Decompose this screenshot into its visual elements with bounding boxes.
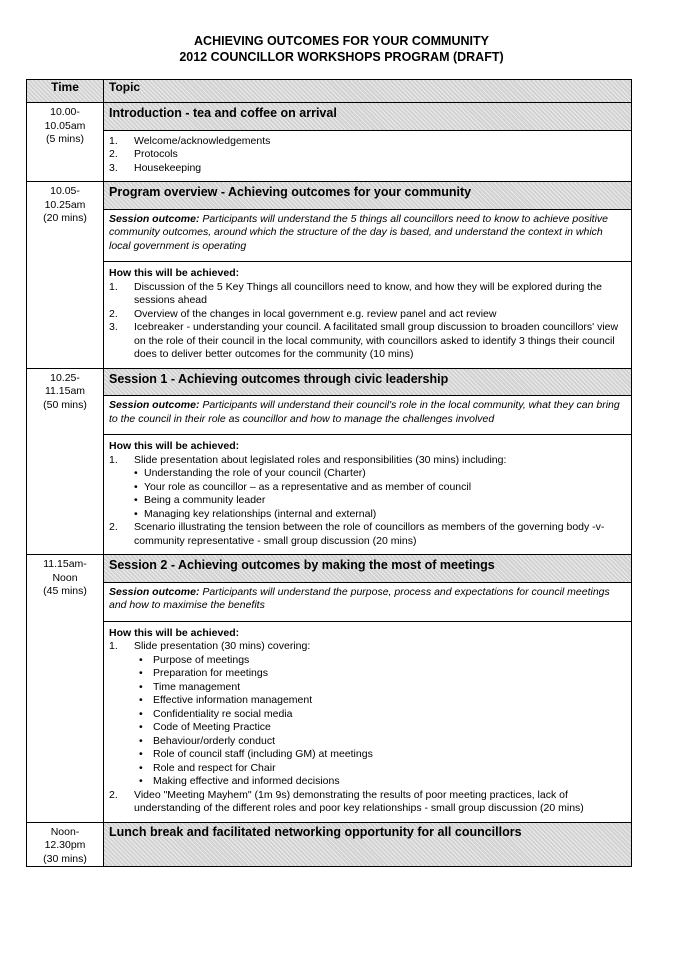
bullet-list	[134, 467, 621, 521]
time-line: (45 mins)	[43, 585, 87, 597]
bullet-item: • Being a community leader	[134, 494, 621, 508]
session-outcome-label: Session outcome:	[109, 212, 200, 225]
item-text: Protocols	[134, 148, 178, 160]
item-number: 2.	[109, 307, 118, 320]
time-line: 10.25-	[50, 371, 80, 384]
time-line: 12.30pm	[44, 839, 86, 851]
time-line: 11.15am-	[43, 558, 87, 570]
session-heading: Program overview - Achieving outcomes for your community	[104, 182, 632, 210]
time-cell	[27, 103, 104, 182]
bullet-item: • Purpose of meetings	[137, 654, 621, 668]
list-item	[109, 308, 621, 322]
item-text: Discussion of the 5 Key Things all councillors need to know, and how they will be explored during the sessions ahead	[134, 280, 602, 306]
item-number: 1.	[109, 134, 118, 147]
list-item	[109, 521, 621, 548]
item-number: 1.	[109, 453, 118, 466]
time-line: (20 mins)	[43, 212, 87, 224]
numbered-list	[109, 135, 625, 176]
table-row	[27, 262, 632, 369]
item-number: 1.	[109, 280, 118, 293]
bullet-item: • Code of Meeting Practice	[137, 721, 621, 735]
item-text: Welcome/acknowledgements	[134, 134, 271, 147]
session-outcome-text: Participants will understand the 5 things all councillors need to know to achieve positive community outcomes, around which the structure of the day is based, and understand the context in which local government is operating	[109, 212, 609, 252]
how-achieved	[104, 435, 632, 555]
table-row	[27, 130, 632, 182]
item-text: Housekeeping	[134, 161, 202, 174]
time-cell	[27, 822, 104, 867]
program-table	[26, 79, 632, 867]
table-row	[27, 435, 632, 555]
time-line: (5 mins)	[46, 133, 84, 145]
time-cell	[27, 555, 104, 823]
list-item	[109, 454, 621, 522]
table-header-row	[27, 80, 632, 103]
time-line: 10.05-	[50, 185, 80, 197]
item-number: 2.	[109, 788, 118, 801]
time-cell	[27, 368, 104, 555]
session-heading: Introduction - tea and coffee on arrival	[104, 103, 632, 131]
agenda-items	[104, 130, 632, 182]
table-row	[27, 582, 632, 621]
bullet-item: • Your role as councillor – as a representative and as member of council	[134, 481, 621, 495]
item-text: Overview of the changes in local government e.g. review panel and act review	[134, 307, 497, 320]
time-line: (30 mins)	[43, 852, 87, 865]
item-text: Slide presentation (30 mins) covering:	[134, 640, 311, 652]
how-achieved	[104, 262, 632, 369]
time-line: 10.25am	[44, 198, 86, 211]
session-outcome	[104, 582, 632, 621]
time-line: Noon-	[50, 825, 80, 838]
session-heading: Session 2 - Achieving outcomes by making the most of meetings	[104, 555, 632, 583]
bullet-item: • Role and respect for Chair	[137, 762, 621, 776]
time-line: Noon	[52, 571, 78, 584]
table-row	[27, 103, 632, 131]
document-title: ACHIEVING OUTCOMES FOR YOUR COMMUNITY	[194, 34, 489, 48]
time-column-header: Time	[27, 80, 104, 103]
bullet-item: • Behaviour/orderly conduct	[137, 735, 621, 749]
bullet-item: • Understanding the role of your council (Charter)	[134, 467, 621, 481]
session-heading: Session 1 - Achieving outcomes through civic leadership	[104, 368, 632, 396]
table-row	[27, 555, 632, 583]
bullet-item: • Role of council staff (including GM) at meetings	[137, 748, 621, 762]
topic-column-header: Topic	[104, 80, 632, 103]
bullet-list	[137, 654, 621, 789]
session-outcome-label: Session outcome:	[109, 585, 200, 598]
list-item	[109, 640, 621, 789]
item-text: Video "Meeting Mayhem" (1m 9s) demonstrating the results of poor meeting practices, lack of understanding of the different roles and poor key relationships - small group discussion (20 mins)	[134, 788, 584, 814]
session-outcome-label: Session outcome:	[109, 399, 200, 411]
item-text: Icebreaker - understanding your council. A facilitated small group discussion to broaden councillors' view on the role of their council in the local community, with councillors asked to identify 3 things their council does to deliver better outcomes for the community (10 mins)	[134, 321, 619, 360]
session-outcome	[104, 209, 632, 262]
bullet-item: • Preparation for meetings	[137, 667, 621, 681]
bullet-item: • Managing key relationships (internal and external)	[134, 508, 621, 522]
session-outcome-text: Participants will understand their council's role in the local community, what they can bring to the council in their role as councillor and how to manage the challenges involved	[109, 399, 620, 425]
how-achieved	[104, 621, 632, 822]
time-cell	[27, 182, 104, 369]
item-number: 2.	[109, 521, 118, 533]
numbered-list	[109, 640, 621, 816]
numbered-list	[109, 454, 621, 549]
list-item	[109, 162, 625, 176]
item-number: 1.	[109, 640, 118, 652]
table-row	[27, 822, 632, 867]
item-number: 3.	[109, 321, 118, 333]
table-row	[27, 368, 632, 396]
how-achieved-label: How this will be achieved:	[109, 626, 240, 639]
time-line: 11.15am	[44, 385, 86, 397]
bullet-item: • Effective information management	[137, 694, 621, 708]
lunch-topic: Lunch break and facilitated networking opportunity for all councillors	[104, 822, 632, 867]
session-outcome-text: Participants will understand the purpose, process and expectations for council meetings and how to maximise the benefits	[109, 585, 610, 611]
list-item	[109, 148, 625, 162]
list-item	[109, 135, 625, 149]
item-number: 2.	[109, 148, 118, 160]
table-row	[27, 396, 632, 435]
table-row	[27, 209, 632, 262]
time-line: 10.00-	[50, 106, 80, 118]
item-text: Slide presentation about legislated roles and responsibilities (30 mins) including:	[134, 453, 507, 466]
list-item	[109, 321, 621, 362]
table-row	[27, 182, 632, 210]
time-line: (50 mins)	[43, 398, 87, 411]
how-achieved-label: How this will be achieved:	[109, 440, 240, 452]
document-subtitle: 2012 COUNCILLOR WORKSHOPS PROGRAM (DRAFT)	[179, 50, 504, 64]
item-number: 3.	[109, 161, 118, 174]
table-row	[27, 621, 632, 822]
bullet-item: • Confidentiality re social media	[137, 708, 621, 722]
time-line: 10.05am	[44, 119, 86, 132]
bullet-item: • Time management	[137, 681, 621, 695]
session-outcome	[104, 396, 632, 435]
list-item	[109, 281, 621, 308]
how-achieved-label: How this will be achieved:	[109, 267, 240, 279]
item-text: Scenario illustrating the tension between the role of councillors as members of the governing body -v- community representative - small group discussion (20 mins)	[134, 521, 605, 547]
bullet-item: • Making effective and informed decisions	[137, 775, 621, 789]
numbered-list	[109, 281, 621, 362]
list-item	[109, 789, 621, 816]
